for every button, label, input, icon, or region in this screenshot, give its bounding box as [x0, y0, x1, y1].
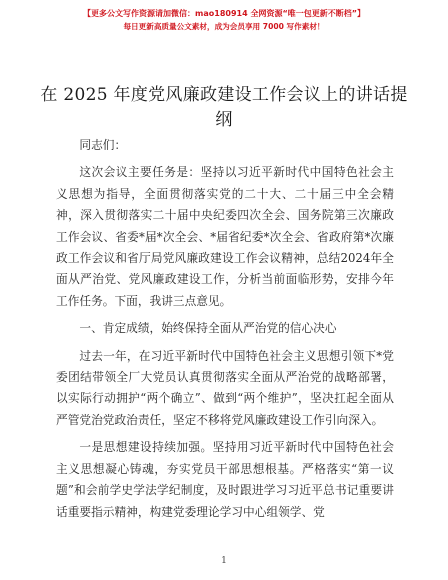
paragraph-intro: 这次会议主要任务是：坚持以习近平新时代中国特色社会主义思想为指导，全面贯彻落实党的二十大、二十届三中全会精神，深入贯彻落实二十届中央纪委四次全会、国务院第三次廉政工作会议、省委*届*次全会、*届省纪委*次全会、省政府第*次廉政工作会议和省厅局党风廉政建设工作会议精神，总结2024年全面从严治党、党风廉政建设工作，分析当前面临形势，安排今年工作任务。下面，我讲三点意见。 — [56, 165, 394, 308]
document-title: 在 2025 年度党风廉政建设工作会议上的讲话提纲 — [40, 85, 408, 130]
section-heading-1: 一、肯定成绩，始终保持全面从严治党的信心决心 — [79, 321, 337, 336]
promo-banner-line-1: 【更多公文写作资源请加微信：mao180914 全网资源“唯一包更新不断档”】 — [83, 9, 365, 18]
paragraph-ideology: 一是思想建设持续加强。坚持用习近平新时代中国特色社会主义思想凝心铸魂，夯实党员干部思想根基。严格落实“第一议题”和会前学史学法学纪制度，及时跟进学习习近平总书记重要讲话重要指示精神，构建党委理论学习中心组领学、党 — [56, 440, 394, 519]
promo-banner-line-2: 每日更新高质量公文素材，成为会员享用 7000 写作素材！ — [123, 22, 325, 31]
paragraph-review: 过去一年，在习近平新时代中国特色社会主义思想引领下*党委团结带领全厂大党员认真贯彻落实全面从严治党的战略部署，以实际行动拥护“两个确立”、做到“两个维护”，坚决扛起全面从严管党治党政治责任，坚定不移将党风廉政建设工作引向深入。 — [56, 348, 394, 427]
page-number: 1 — [221, 556, 227, 566]
document-body — [56, 135, 394, 529]
greeting: 同志们： — [79, 138, 127, 152]
promo-banner — [0, 8, 448, 33]
